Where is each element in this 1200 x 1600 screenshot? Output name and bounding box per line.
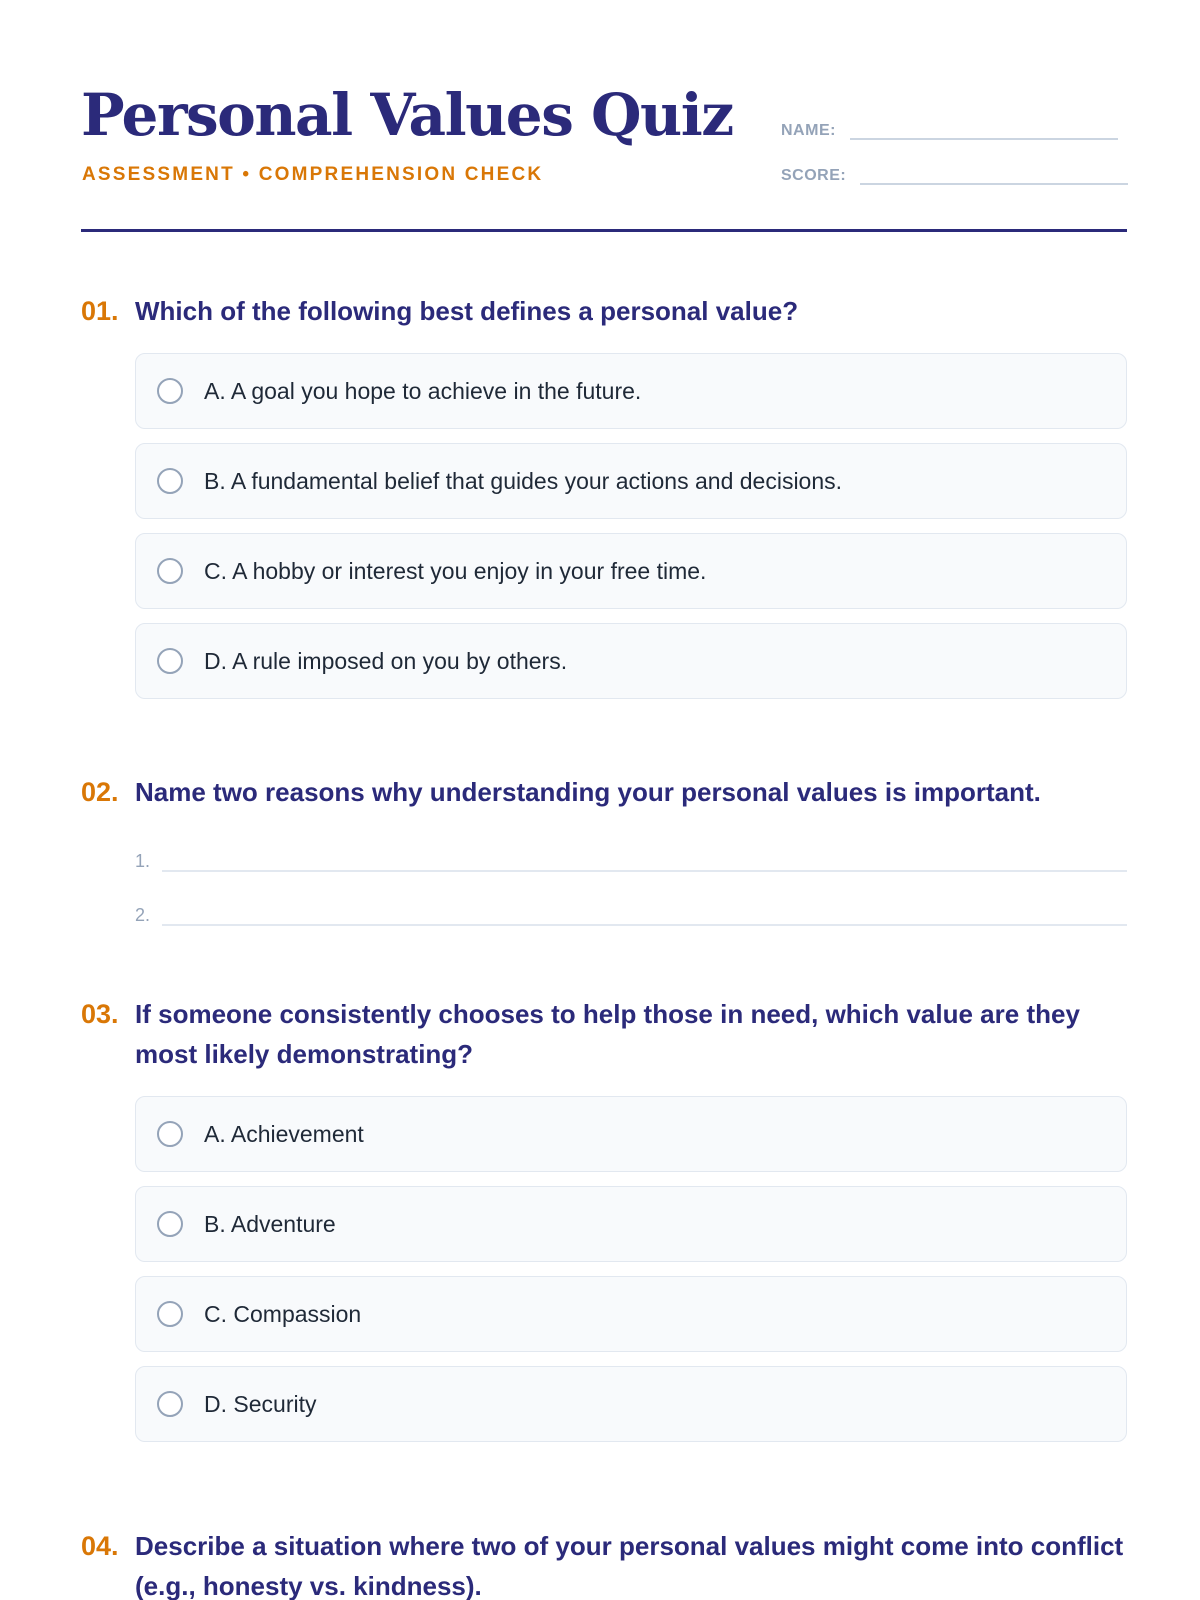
name-input-line[interactable] — [850, 118, 1118, 140]
score-label: SCORE: — [781, 167, 847, 184]
question-text: Name two reasons why understanding your personal values is important. — [135, 777, 1041, 807]
radio-button[interactable] — [157, 558, 183, 584]
question-number: 04. — [81, 1531, 119, 1561]
score-field-row — [781, 163, 1128, 185]
option-d[interactable] — [135, 623, 1127, 699]
question-1 — [81, 291, 1127, 713]
name-field-row — [781, 118, 1118, 140]
question-header — [81, 772, 1127, 812]
question-header — [81, 994, 1127, 1074]
option-d[interactable] — [135, 1366, 1127, 1442]
option-b[interactable] — [135, 1186, 1127, 1262]
page-title: Personal Values Quiz — [81, 81, 733, 149]
answer-lines — [135, 842, 1127, 926]
answer-line-number: 1. — [135, 851, 151, 871]
radio-button[interactable] — [157, 378, 183, 404]
question-2 — [81, 772, 1127, 950]
question-4 — [81, 1526, 1127, 1600]
page-subtitle: ASSESSMENT • COMPREHENSION CHECK — [82, 164, 544, 185]
option-b[interactable] — [135, 443, 1127, 519]
radio-button[interactable] — [157, 1301, 183, 1327]
question-number: 02. — [81, 777, 119, 807]
answer-options — [135, 353, 1127, 699]
option-label: D. Security — [204, 1390, 317, 1417]
question-number: 01. — [81, 296, 119, 326]
score-input-line[interactable] — [860, 163, 1128, 185]
option-c[interactable] — [135, 533, 1127, 609]
answer-options — [135, 1096, 1127, 1442]
radio-button[interactable] — [157, 1211, 183, 1237]
option-label: B. A fundamental belief that guides your actions and decisions. — [204, 467, 843, 494]
question-header — [81, 291, 1127, 331]
answer-line-number: 2. — [135, 905, 151, 925]
option-label: D. A rule imposed on you by others. — [204, 647, 568, 674]
radio-button[interactable] — [157, 1121, 183, 1147]
question-text: Which of the following best defines a personal value? — [135, 296, 799, 326]
option-label: A. Achievement — [204, 1120, 364, 1147]
question-header — [81, 1526, 1127, 1600]
option-label: C. A hobby or interest you enjoy in your free time. — [204, 557, 707, 584]
answer-input-line[interactable] — [162, 902, 1127, 926]
option-a[interactable] — [135, 353, 1127, 429]
question-text: If someone consistently chooses to help those in need, which value are they most likely demonstrating? — [135, 999, 1080, 1069]
name-label: NAME: — [781, 122, 836, 139]
option-a[interactable] — [135, 1096, 1127, 1172]
answer-input-line[interactable] — [162, 848, 1127, 872]
option-label: C. Compassion — [204, 1300, 362, 1327]
option-label: A. A goal you hope to achieve in the future. — [204, 377, 642, 404]
radio-button[interactable] — [157, 468, 183, 494]
radio-button[interactable] — [157, 1391, 183, 1417]
option-label: B. Adventure — [204, 1210, 336, 1237]
quiz-header — [81, 80, 1127, 232]
radio-button[interactable] — [157, 648, 183, 674]
question-number: 03. — [81, 999, 119, 1029]
question-text: Describe a situation where two of your personal values might come into conflict (e.g., honesty vs. kindness). — [135, 1531, 1124, 1600]
answer-line-1[interactable] — [135, 842, 1127, 872]
answer-line-2[interactable] — [135, 896, 1127, 926]
question-3 — [81, 994, 1127, 1456]
option-c[interactable] — [135, 1276, 1127, 1352]
